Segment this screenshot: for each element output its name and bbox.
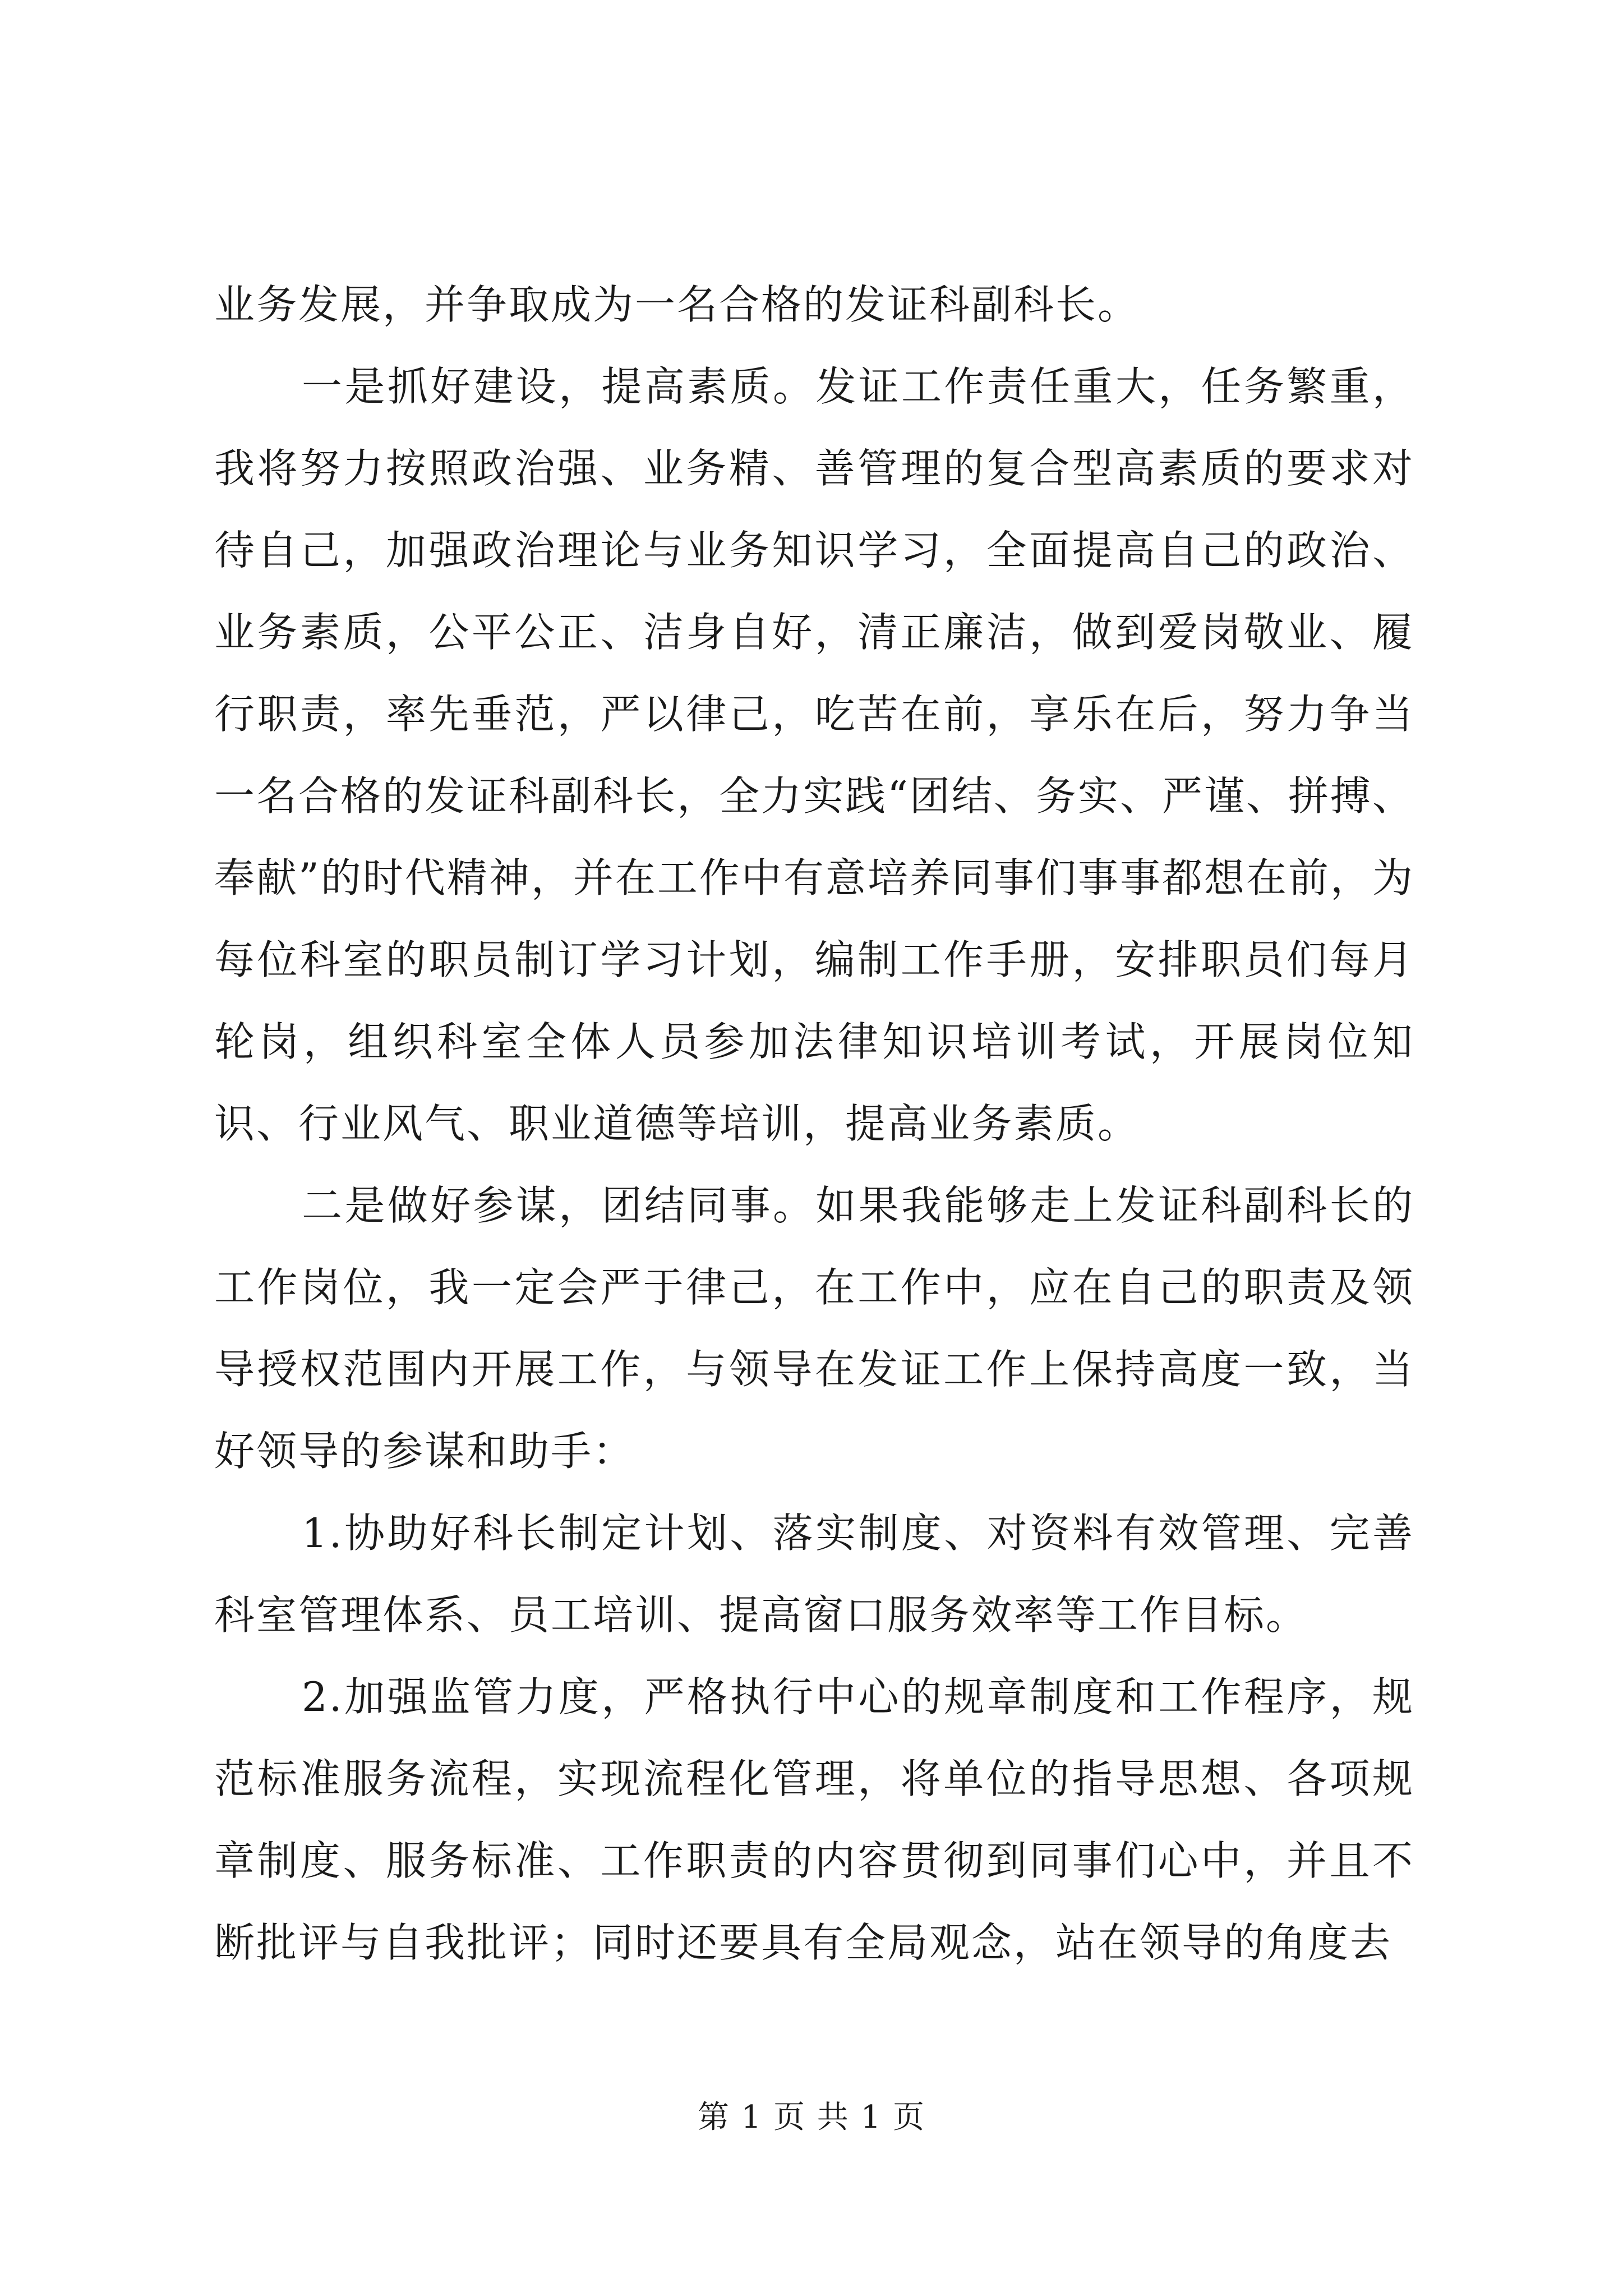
page-footer: 第 1 页 共 1 页 [697,2099,926,2136]
document-body [214,264,1414,1984]
paragraph-advisor-unity: 二是做好参谋，团结同事。如果我能够走上发证科副科长的工作岗位，我一定会严于律己，在工作中，应在自己的职责及领导授权范围内开展工作，与领导在发证工作上保持高度一致，当好领导的参谋和助手： [214,1182,1414,1475]
paragraph-continuation: 业务发展，并争取成为一名合格的发证科副科长。 [214,281,1140,328]
paragraph-item-1: 1.协助好科长制定计划、落实制度、对资料有效管理、完善科室管理体系、员工培训、提高窗口服务效率等工作目标。 [214,1510,1414,1639]
paragraph-construction-quality: 一是抓好建设，提高素质。发证工作责任重大，任务繁重，我将努力按照政治强、业务精、善管理的复合型高素质的要求对待自己，加强政治理论与业务知识学习，全面提高自己的政治、业务素质，公平公正、洁身自好，清正廉洁，做到爱岗敬业、履行职责，率先垂范，严以律己，吃苦在前，享乐在后，努力争当一名合格的发证科副科长，全力实践“团结、务实、严谨、拼搏、奉献”的时代精神，并在工作中有意培养同事们事事都想在前，为每位科室的职员制订学习计划，编制工作手册，安排职员们每月轮岗，组织科室全体人员参加法律知识培训考试，开展岗位知识、行业风气、职业道德等培训，提高业务素质。 [214,363,1414,1147]
paragraph-item-2: 2.加强监管力度，严格执行中心的规章制度和工作程序，规范标准服务流程，实现流程化管理，将单位的指导思想、各项规章制度、服务标准、工作职责的内容贯彻到同事们心中，并且不断批评与自我批评；同时还要具有全局观念，站在领导的角度去 [214,1673,1414,1966]
